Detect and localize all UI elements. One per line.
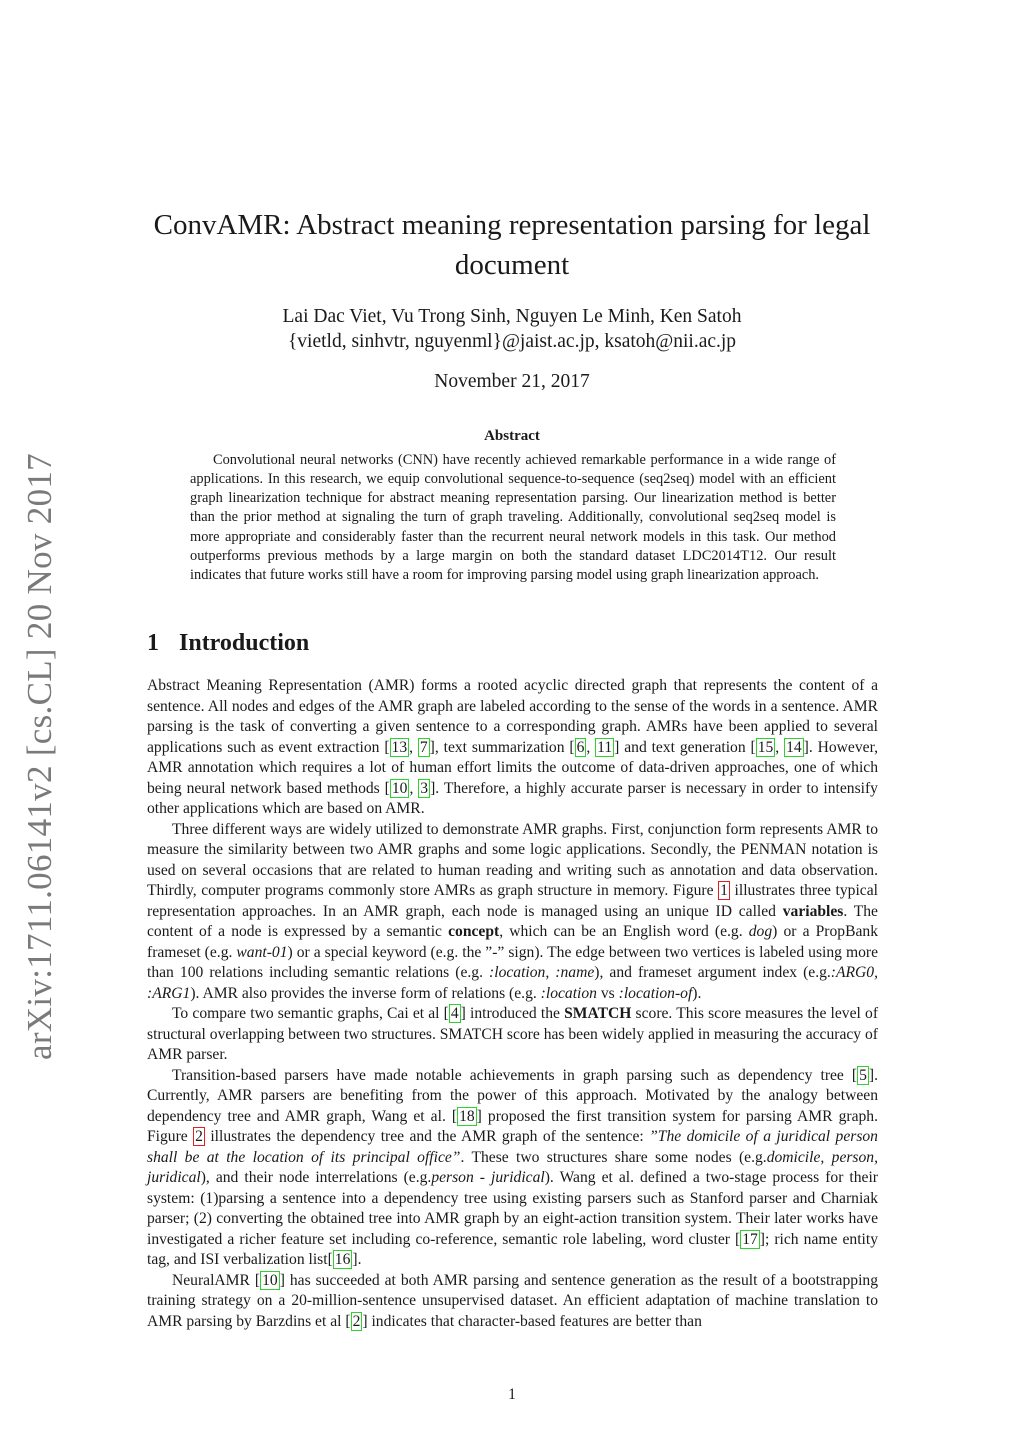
paragraph-5: NeuralAMR [ 10 ] has succeeded at both AMR parsing and sentence generation as the result of a bootstrapping training strategy on a 20-million-sentence unsupervised dataset. An efficient adaptation of machine translation to AMR parsing by Barzdins et al [ 2 ] indicates that character-based features are better than: [147, 1271, 878, 1330]
citation-link[interactable]: 5: [859, 1066, 867, 1084]
figure-link[interactable]: 2: [195, 1128, 203, 1145]
paper-date: November 21, 2017: [434, 371, 590, 392]
citation-link[interactable]: 16: [334, 1251, 351, 1268]
citation-link[interactable]: 18: [459, 1107, 475, 1125]
figure-link[interactable]: 1: [720, 882, 728, 899]
citation-link[interactable]: 3: [420, 779, 429, 797]
author-emails: {vietld, sinhvtr, nguyenml}@jaist.ac.jp, ksatoh@nii.ac.jp: [287, 331, 737, 352]
introduction-body: [147, 676, 878, 1332]
author-block: [140, 304, 884, 354]
section-title: Introduction: [179, 630, 310, 656]
abstract-heading: Abstract: [484, 428, 540, 444]
citation-link[interactable]: 10: [391, 779, 408, 797]
arxiv-stamp: arXiv:1711.06141v2 [cs.CL] 20 Nov 2017: [20, 453, 59, 1060]
paragraph-3: To compare two semantic graphs, Cai et al [ 4 ] introduced the SMATCH score. This score measures the level of structural overlapping between two structures. SMATCH score has been widely applied in measuring the accuracy of AMR parser.: [147, 1005, 879, 1063]
citation-link[interactable]: 4: [450, 1005, 459, 1022]
author-names: Lai Dac Viet, Vu Trong Sinh, Nguyen Le Minh, Ken Satoh: [282, 306, 742, 327]
abstract-body: Convolutional neural networks (CNN) have recently achieved remarkable performance in a wide range of applications. In this research, we equip convolutional sequence-to-sequence (seq2seq) model with an efficient graph linearization technique for abstract meaning representation parsing. Our linearization method is better than the prior method at signaling the turn of graph traveling. Additionally, convolutional seq2seq model is more appropriate and considerably faster than the recurrent neural network models in this task. Our method outperforms previous methods by a large margin on both the standard dataset LDC2014T12. Our result indicates that future works still have a room for improving parsing model using graph linearization approach.: [190, 452, 836, 583]
page-number: 1: [508, 1386, 516, 1403]
citation-link[interactable]: 6: [576, 738, 585, 756]
citation-link[interactable]: 10: [262, 1271, 278, 1289]
paragraph-4: Transition-based parsers have made notable achievements in graph parsing such as dependency tree [ 5 ]. Currently, AMR parsers are benefiting from the power of this approach. Motivated by the analogy between dependency tree and AMR graph, Wang et al. [ 18 ] proposed the first transition system for parsing AMR graph. Figure 2 illustrates the dependency tree and the AMR graph of the sentence: ”The domicile of a juridical person shall be at the location of its principal office”. These two structures share some nodes (e.g.domicile, person, juridical), and their node interrelations (e.g.person - juridical). Wang et al. defined a two-stage process for their system: (1)parsing a sentence into a dependency tree using existing parsers such as Stanford parser and Charniak parser; (2) converting the obtained tree into AMR graph by an eight-action transition system. Their later works have investigated a richer feature set including co-reference, semantic role labeling, word cluster [ 17 ]; rich name entity tag, and ISI verbalization list[ 16 ].: [147, 1066, 878, 1268]
paragraph-1: Abstract Meaning Representation (AMR) forms a rooted acyclic directed graph that represents the content of a sentence. All nodes and edges of the AMR graph are labeled according to the sense of the words in a sentence. AMR parsing is the task of converting a given sentence to a corresponding graph. AMRs have been applied to several applications such as event extraction [ 13 , 7 ], text summarization [ 6 , 11 ] and text generation [ 15 , 14 ]. However, AMR annotation which requires a lot of human effort limits the outcome of data-driven approaches, one of which being neural network based methods [ 10 , 3 ]. Therefore, a highly accurate parser is necessary in order to intensify other applications which are based on AMR.: [147, 677, 879, 817]
citation-link[interactable]: 15: [757, 738, 774, 756]
section-number: 1: [147, 630, 159, 656]
paper-title: ConvAMR: Abstract meaning representation parsing for legal document: [153, 209, 871, 281]
citation-link[interactable]: 11: [597, 738, 613, 756]
citation-link[interactable]: 13: [391, 738, 408, 756]
citation-link[interactable]: 14: [786, 738, 802, 756]
citation-link[interactable]: 7: [419, 738, 428, 756]
citation-link[interactable]: 2: [352, 1312, 361, 1330]
paragraph-2: Three different ways are widely utilized to demonstrate AMR graphs. First, conjunction form represents AMR to measure the similarity between two AMR graphs and some logic applications. Secondly, the PENMAN notation is used on several occasions that are related to human reading and writing such as annotation and data observation. Thirdly, computer programs commonly store AMRs as graph structure in memory. Figure 1 illustrates three typical representation approaches. In an AMR graph, each node is managed using an unique ID called variables. The content of a node is expressed by a semantic concept, which can be an English word (e.g. dog) or a PropBank frameset (e.g. want-01) or a special keyword (e.g. the ”-” sign). The edge between two vertices is labeled using more than 100 relations including semantic relations (e.g. :location, :name), and frameset argument index (e.g.:ARG0, :ARG1). AMR also provides the inverse form of relations (e.g. :location vs :location-of).: [147, 820, 878, 1002]
section-heading-introduction: [147, 630, 309, 657]
citation-link[interactable]: 17: [742, 1230, 758, 1248]
